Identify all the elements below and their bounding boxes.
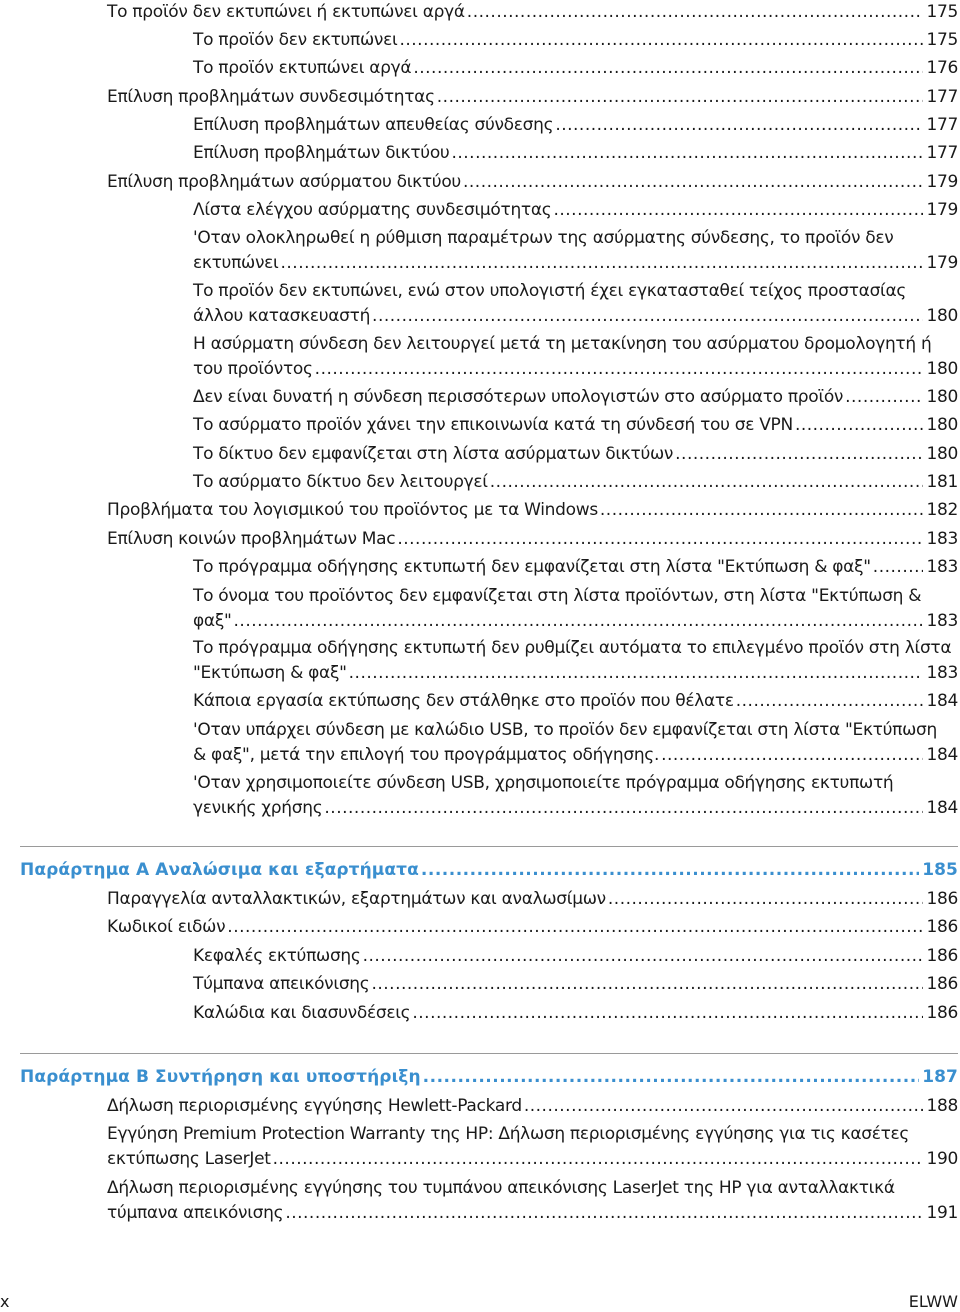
toc-entry[interactable] xyxy=(107,1176,958,1225)
dot-leader xyxy=(675,442,923,466)
toc-page-number: 180 xyxy=(926,306,958,326)
toc-entry[interactable] xyxy=(193,944,958,968)
toc-entry-title: Το ασύρματο προϊόν χάνει την επικοινωνία κατά τη σύνδεσή του σε VPN xyxy=(193,415,793,435)
toc-entry-title: Επίλυση προβλημάτων δικτύου xyxy=(193,143,450,163)
dot-leader xyxy=(349,661,924,685)
toc-entry-title: Τύμπανα απεικόνισης xyxy=(193,974,370,994)
toc-page-number: 175 xyxy=(926,30,958,50)
dot-leader xyxy=(555,113,923,137)
toc-entry[interactable] xyxy=(107,498,958,522)
toc-entry-title-line1: 'Οταν χρησιμοποιείτε σύνδεση USB, χρησιμοποιείτε πρόγραμμα οδήγησης εκτυπωτή xyxy=(193,773,894,793)
toc-entry-title-line1: Η ασύρματη σύνδεση δεν λειτουργεί μετά τη μετακίνηση του ασύρματου δρομολογητή ή xyxy=(193,334,932,354)
toc-page-number: 185 xyxy=(922,860,958,880)
dot-leader xyxy=(412,1001,923,1025)
toc-entry[interactable] xyxy=(193,385,958,409)
toc-entry[interactable] xyxy=(193,1001,958,1025)
toc-page-number: 184 xyxy=(926,691,958,711)
toc-entry[interactable] xyxy=(193,279,958,328)
toc-entry-title: Το πρόγραμμα οδήγησης εκτυπωτή δεν εμφανίζεται στη λίστα "Εκτύπωση & φαξ" xyxy=(193,557,871,577)
toc-entry[interactable] xyxy=(193,555,958,579)
dot-leader xyxy=(227,915,923,939)
toc-entry[interactable] xyxy=(193,470,958,494)
toc-entry[interactable] xyxy=(193,584,958,633)
footer-doc-code: ELWW xyxy=(908,1292,958,1311)
toc-entry-title-line1: Εγγύηση Premium Protection Warranty της HP: Δήλωση περιορισμένης εγγύησης για τις κασέτες xyxy=(107,1124,910,1144)
toc-entry[interactable] xyxy=(193,413,958,437)
toc-page-number: 180 xyxy=(926,359,958,379)
toc-entry-title: Λίστα ελέγχου ασύρματης συνδεσιμότητας xyxy=(193,200,552,220)
toc-entry-title-line1: Το προϊόν δεν εκτυπώνει, ενώ στον υπολογιστή έχει εγκατασταθεί τείχος προστασίας xyxy=(193,281,907,301)
dot-leader xyxy=(372,304,923,328)
toc-page-number: 183 xyxy=(926,663,958,683)
toc-entry[interactable] xyxy=(107,915,958,939)
toc-appendix-a[interactable] xyxy=(20,858,958,882)
toc-entry-title-line1: Το πρόγραμμα οδήγησης εκτυπωτή δεν ρυθμίζει αυτόματα το επιλεγμένο προϊόν στη λίστα xyxy=(193,638,952,658)
toc-entry-title: Επίλυση προβλημάτων απευθείας σύνδεσης xyxy=(193,115,554,135)
toc-entry[interactable] xyxy=(193,113,958,137)
toc-entry-title-line1: Το όνομα του προϊόντος δεν εμφανίζεται στη λίστα προϊόντων, στη λίστα "Εκτύπωση & xyxy=(193,586,922,606)
toc-entry[interactable] xyxy=(193,28,958,52)
toc-entry-title: Το δίκτυο δεν εμφανίζεται στη λίστα ασύρματων δικτύων xyxy=(193,444,674,464)
toc-page-number: 179 xyxy=(926,200,958,220)
dot-leader xyxy=(371,972,923,996)
dot-leader xyxy=(273,1147,924,1171)
toc-page-number: 177 xyxy=(926,115,958,135)
toc-entry[interactable] xyxy=(193,636,958,685)
toc-entry-title: Δήλωση περιορισμένης εγγύησης Hewlett-Packard xyxy=(107,1096,522,1116)
dot-leader xyxy=(600,498,924,522)
toc-entry-title: Κωδικοί ειδών xyxy=(107,917,226,937)
dot-leader xyxy=(399,28,923,52)
toc-entry-title: Δεν είναι δυνατή η σύνδεση περισσότερων υπολογιστών στο ασύρματο προϊόν xyxy=(193,387,844,407)
dot-leader xyxy=(437,85,924,109)
toc-entry-title: Κάποια εργασία εκτύπωσης δεν στάλθηκε στο προϊόν που θέλατε xyxy=(193,691,734,711)
dot-leader xyxy=(451,141,923,165)
toc-entry-title: Το προϊόν εκτυπώνει αργά xyxy=(193,58,412,78)
toc-page-number: 183 xyxy=(926,529,958,549)
toc-page-number: 186 xyxy=(926,917,958,937)
toc-entry[interactable] xyxy=(193,56,958,80)
dot-leader xyxy=(795,413,924,437)
toc-page-number: 175 xyxy=(926,2,958,22)
toc-entry[interactable] xyxy=(193,689,958,713)
dot-leader xyxy=(421,858,919,882)
toc-page-number: 188 xyxy=(926,1096,958,1116)
toc-page-number: 187 xyxy=(922,1067,958,1087)
toc-page-number: 182 xyxy=(926,500,958,520)
toc-entry-title-line1: 'Οταν ολοκληρωθεί η ρύθμιση παραμέτρων της ασύρματης σύνδεσης, το προϊόν δεν xyxy=(193,228,894,248)
dot-leader xyxy=(285,1201,923,1225)
section-divider xyxy=(20,1053,958,1054)
toc-entry[interactable] xyxy=(107,887,958,911)
dot-leader xyxy=(315,357,924,381)
dot-leader xyxy=(553,198,923,222)
toc-entry-title: Προβλήματα του λογισμικού του προϊόντος με τα Windows xyxy=(107,500,598,520)
dot-leader xyxy=(736,689,924,713)
toc-entry-title: εκτυπώνει xyxy=(193,253,279,273)
toc-entry-title-line1: Δήλωση περιορισμένης εγγύησης του τυμπάνου απεικόνισης LaserJet της HP για ανταλλακτικά xyxy=(107,1178,895,1198)
dot-leader xyxy=(363,944,924,968)
dot-leader xyxy=(661,743,923,767)
dot-leader xyxy=(397,527,923,551)
toc-page-number: 180 xyxy=(926,444,958,464)
toc-page-number: 177 xyxy=(926,143,958,163)
toc-entry-title: Παράρτημα B Συντήρηση και υποστήριξη xyxy=(20,1067,421,1087)
toc-entry-title: "Εκτύπωση & φαξ" xyxy=(193,663,347,683)
toc-entry-title: Επίλυση προβλημάτων συνδεσιμότητας xyxy=(107,87,435,107)
toc-entry[interactable] xyxy=(107,527,958,551)
toc-page-number: 180 xyxy=(926,387,958,407)
dot-leader xyxy=(467,0,924,24)
footer-page-number: x xyxy=(0,1292,10,1311)
toc-page-number: 177 xyxy=(926,87,958,107)
dot-leader xyxy=(490,470,924,494)
dot-leader xyxy=(281,251,924,275)
section-divider xyxy=(20,846,958,847)
toc-page-number: 176 xyxy=(926,58,958,78)
dot-leader xyxy=(413,56,923,80)
toc-entry-title: Επίλυση κοινών προβλημάτων Mac xyxy=(107,529,396,549)
toc-entry[interactable] xyxy=(107,85,958,109)
toc-page-number: 179 xyxy=(926,253,958,273)
toc-page-number: 184 xyxy=(926,798,958,818)
toc-page-number: 186 xyxy=(926,974,958,994)
toc-entry[interactable] xyxy=(193,442,958,466)
toc-entry-title: του προϊόντος xyxy=(193,359,313,379)
toc-page-number: 181 xyxy=(926,472,958,492)
toc-entry-title: Παραγγελία ανταλλακτικών, εξαρτημάτων και αναλωσίμων xyxy=(107,889,606,909)
dot-leader xyxy=(873,555,924,579)
toc-page-number: 179 xyxy=(926,172,958,192)
toc-page-number: 183 xyxy=(926,557,958,577)
dot-leader xyxy=(608,887,924,911)
toc-entry-title: Το ασύρματο δίκτυο δεν λειτουργεί xyxy=(193,472,488,492)
toc-entry[interactable] xyxy=(107,1094,958,1118)
toc-entry[interactable] xyxy=(193,226,958,275)
dot-leader xyxy=(234,609,924,633)
toc-entry[interactable] xyxy=(193,771,958,820)
toc-page-number: 184 xyxy=(926,745,958,765)
toc-entry-title: Επίλυση προβλημάτων ασύρματου δικτύου xyxy=(107,172,461,192)
toc-entry-title: Το προϊόν δεν εκτυπώνει xyxy=(193,30,398,50)
toc-entry[interactable] xyxy=(107,170,958,194)
dot-leader xyxy=(463,170,923,194)
toc-entry-title: γενικής χρήσης xyxy=(193,798,323,818)
toc-entry[interactable] xyxy=(193,718,958,767)
toc-appendix-b[interactable] xyxy=(20,1065,958,1089)
toc-entry-title: Κεφαλές εκτύπωσης xyxy=(193,946,361,966)
dot-leader xyxy=(845,385,923,409)
dot-leader xyxy=(324,796,923,820)
toc-entry[interactable] xyxy=(193,972,958,996)
toc-entry-title: Καλώδια και διασυνδέσεις xyxy=(193,1003,411,1023)
toc-entry[interactable] xyxy=(107,0,958,24)
toc-page-number: 186 xyxy=(926,1003,958,1023)
toc-entry[interactable] xyxy=(193,141,958,165)
toc-entry-title: εκτύπωσης LaserJet xyxy=(107,1149,271,1169)
toc-page-number: 180 xyxy=(926,415,958,435)
toc-page-number: 183 xyxy=(926,611,958,631)
toc-entry[interactable] xyxy=(193,332,958,381)
toc-entry-title: Το προϊόν δεν εκτυπώνει ή εκτυπώνει αργά xyxy=(107,2,465,22)
toc-entry-title: τύμπανα απεικόνισης xyxy=(107,1203,284,1223)
toc-entry-title: Παράρτημα A Αναλώσιμα και εξαρτήματα xyxy=(20,860,419,880)
toc-entry-title: & φαξ", μετά την επιλογή του προγράμματος οδήγησης. xyxy=(193,745,660,765)
toc-entry-title: άλλου κατασκευαστή xyxy=(193,306,371,326)
toc-entry[interactable] xyxy=(193,198,958,222)
dot-leader xyxy=(423,1065,920,1089)
toc-page-number: 190 xyxy=(926,1149,958,1169)
toc-page-number: 186 xyxy=(926,889,958,909)
toc-entry[interactable] xyxy=(107,1122,958,1171)
toc-entry-title-line1: 'Οταν υπάρχει σύνδεση με καλώδιο USB, το προϊόν δεν εμφανίζεται στη λίστα "Εκτύπωση xyxy=(193,720,937,740)
toc-page-number: 186 xyxy=(926,946,958,966)
toc-page-number: 191 xyxy=(926,1203,958,1223)
dot-leader xyxy=(524,1094,924,1118)
toc-entry-title: φαξ" xyxy=(193,611,232,631)
